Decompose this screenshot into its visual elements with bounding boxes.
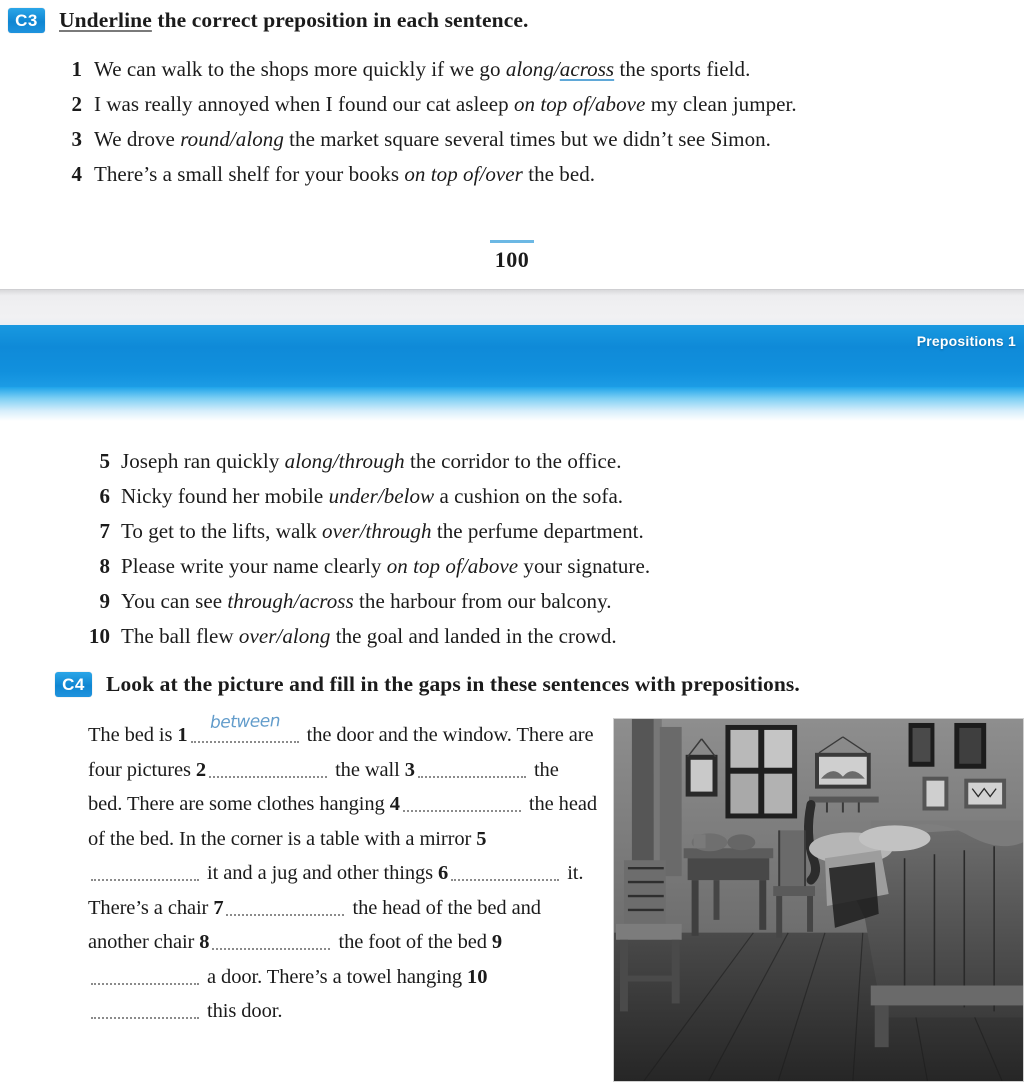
option-a[interactable]: over	[238, 624, 277, 648]
gapfill-part: the door and the window. There are four pictures	[88, 724, 594, 781]
option-b[interactable]: along	[235, 127, 284, 151]
sentence-text	[94, 157, 595, 192]
gap-blank-10[interactable]	[91, 997, 199, 1020]
option-b-selected[interactable]: across	[559, 57, 615, 81]
gap-number: 9	[491, 931, 503, 953]
sentence-after: the goal and landed in the crowd.	[330, 624, 617, 648]
sentence-number: 6	[99, 484, 110, 508]
option-separator: /	[359, 519, 366, 543]
gap-number: 6	[438, 862, 449, 884]
exercise-c4-instruction: Look at the picture and fill in the gaps in these sentences with prepositions.	[106, 672, 800, 696]
sentence-item	[80, 444, 960, 479]
gapfill-part: the head of the bed and another chair	[88, 896, 541, 953]
exercise-c4-badge: C4	[55, 672, 92, 697]
option-a[interactable]: on top of	[404, 162, 480, 186]
sentence-after: the harbour from our balcony.	[353, 589, 612, 613]
sentence-after: the sports field.	[614, 57, 751, 81]
option-b[interactable]: above	[467, 554, 519, 578]
sentence-number: 1	[71, 57, 82, 81]
gap-blank-1[interactable]	[191, 710, 299, 744]
sentence-after: the corridor to the office.	[404, 449, 622, 473]
sentence-before: There’s a small shelf for your books	[94, 162, 405, 186]
banner-gradient-fade	[0, 387, 1024, 421]
sentence-before: To get to the lifts, walk	[121, 519, 323, 543]
sentence-text	[121, 479, 623, 514]
page-number-container	[0, 240, 1024, 273]
sentence-text	[94, 87, 797, 122]
sentence-text	[121, 549, 650, 584]
sentence-before: Please write your name clearly	[121, 554, 387, 578]
gap-number: 2	[195, 758, 207, 781]
sentence-number: 9	[99, 589, 110, 613]
option-separator: /	[461, 554, 468, 578]
sentence-text	[94, 122, 771, 157]
sentence-after: the perfume department.	[431, 519, 644, 543]
exercise-c4-gapfill-text	[88, 710, 598, 1029]
sentence-number: 10	[88, 624, 110, 648]
exercise-c3-sentence-list-bottom	[80, 444, 960, 654]
sentence-item	[62, 157, 1012, 192]
option-separator: /	[589, 92, 595, 116]
sentence-number: 8	[99, 554, 110, 578]
gap-number: 3	[404, 758, 415, 781]
option-separator: /	[377, 484, 384, 508]
option-a[interactable]: on top of	[386, 554, 462, 578]
sentence-after: your signature.	[518, 554, 651, 578]
gapfill-part: the bed. There are some clothes hanging	[88, 758, 559, 815]
option-b[interactable]: across	[299, 589, 354, 613]
sentence-after: the market square several times but we didn’t see Simon.	[283, 127, 771, 151]
sentence-text	[94, 52, 750, 87]
sentence-item	[62, 122, 1012, 157]
option-a[interactable]: along	[505, 57, 554, 81]
sentence-item	[80, 479, 960, 514]
page-seam-divider	[0, 289, 1024, 326]
instruction-rest: the correct preposition in each sentence.	[151, 8, 529, 32]
sentence-item	[62, 52, 1012, 87]
gap-blank-8[interactable]	[212, 928, 330, 951]
option-a[interactable]: under	[328, 484, 378, 508]
gap-number: 5	[476, 827, 487, 850]
sentence-text	[121, 514, 644, 549]
gapfill-part: the head of the bed. In the corner is a table with a mirror	[88, 793, 597, 850]
sentence-before: We can walk to the shops more quickly if we go	[94, 57, 506, 81]
exercise-c4-heading	[57, 672, 800, 697]
sentence-after: a cushion on the sofa.	[434, 484, 624, 508]
option-a[interactable]: through	[227, 589, 294, 613]
sentence-item	[62, 87, 1012, 122]
gap-number: 4	[389, 793, 400, 815]
sentence-item	[80, 584, 960, 619]
sentence-item	[80, 514, 960, 549]
banner-title: Prepositions 1	[916, 333, 1016, 349]
gapfill-part: the wall	[330, 758, 405, 781]
bedroom-illustration	[614, 719, 1023, 1081]
gap-number: 1	[177, 724, 188, 746]
exercise-c3-sentence-list-top	[62, 52, 1012, 192]
exercise-c3-instruction	[59, 8, 528, 33]
option-a[interactable]: along	[284, 449, 333, 473]
sentence-item	[80, 619, 960, 654]
instruction-underlined-word: Underline	[59, 8, 152, 32]
sentence-before: The ball flew	[121, 624, 239, 648]
sentence-after: the bed.	[522, 162, 596, 186]
sentence-before: Joseph ran quickly	[121, 449, 285, 473]
sentence-text	[121, 584, 612, 619]
sentence-number: 3	[71, 127, 82, 151]
sentence-item	[80, 549, 960, 584]
sentence-before: Nicky found her mobile	[121, 484, 329, 508]
gap-number: 7	[213, 896, 224, 919]
gap-blank-5[interactable]	[91, 859, 199, 882]
sentence-number: 2	[71, 92, 82, 116]
sentence-number: 5	[99, 449, 110, 473]
page-number: 100	[490, 240, 534, 273]
gap-blank-9[interactable]	[91, 962, 199, 985]
option-separator: /	[229, 127, 236, 151]
option-b[interactable]: above	[594, 92, 646, 116]
sentence-number: 4	[71, 162, 82, 186]
exercise-c3-heading	[8, 8, 1008, 33]
sentence-number: 7	[99, 519, 110, 543]
option-b[interactable]: over	[485, 162, 523, 186]
gap-blank-3[interactable]	[418, 755, 526, 778]
option-separator: /	[293, 589, 300, 613]
gap-blank-4[interactable]	[403, 790, 521, 813]
sentence-text	[121, 444, 622, 479]
bedroom-picture	[613, 718, 1024, 1082]
gapfill-part: it. There’s a chair	[88, 862, 584, 919]
gap-blank-2[interactable]	[209, 755, 327, 778]
option-b[interactable]: through	[365, 519, 432, 543]
sentence-before: We drove	[94, 127, 181, 151]
option-separator: /	[553, 57, 560, 81]
option-b[interactable]: through	[338, 449, 405, 473]
exercise-c3-badge: C3	[8, 8, 45, 33]
gapfill-part: this door.	[202, 1000, 283, 1022]
sentence-before: I was really annoyed when I found our cat asleep	[94, 92, 514, 116]
option-b[interactable]: along	[282, 624, 331, 648]
gapfill-part: the foot of the bed	[333, 931, 492, 953]
option-separator: /	[276, 624, 283, 648]
option-a[interactable]: round	[180, 127, 230, 151]
option-separator: /	[479, 162, 486, 186]
gap-number: 10	[467, 965, 488, 988]
option-a[interactable]: over	[322, 519, 360, 543]
sentence-text	[121, 619, 617, 654]
gapfill-part: a door. There’s a towel hanging	[202, 965, 468, 988]
gap-blank-6[interactable]	[451, 859, 559, 882]
section-banner	[0, 325, 1024, 387]
handwritten-answer-1: between	[209, 710, 280, 733]
option-b[interactable]: below	[383, 484, 435, 508]
option-separator: /	[332, 449, 339, 473]
gapfill-part: The bed is	[88, 724, 178, 746]
gap-number: 8	[199, 931, 210, 953]
page-top-section	[0, 0, 1024, 290]
gap-blank-7[interactable]	[226, 893, 344, 916]
sentence-before: You can see	[121, 589, 228, 613]
option-a[interactable]: on top of	[513, 92, 590, 116]
gapfill-part: it and a jug and other things	[202, 862, 439, 884]
sentence-after: my clean jumper.	[645, 92, 797, 116]
